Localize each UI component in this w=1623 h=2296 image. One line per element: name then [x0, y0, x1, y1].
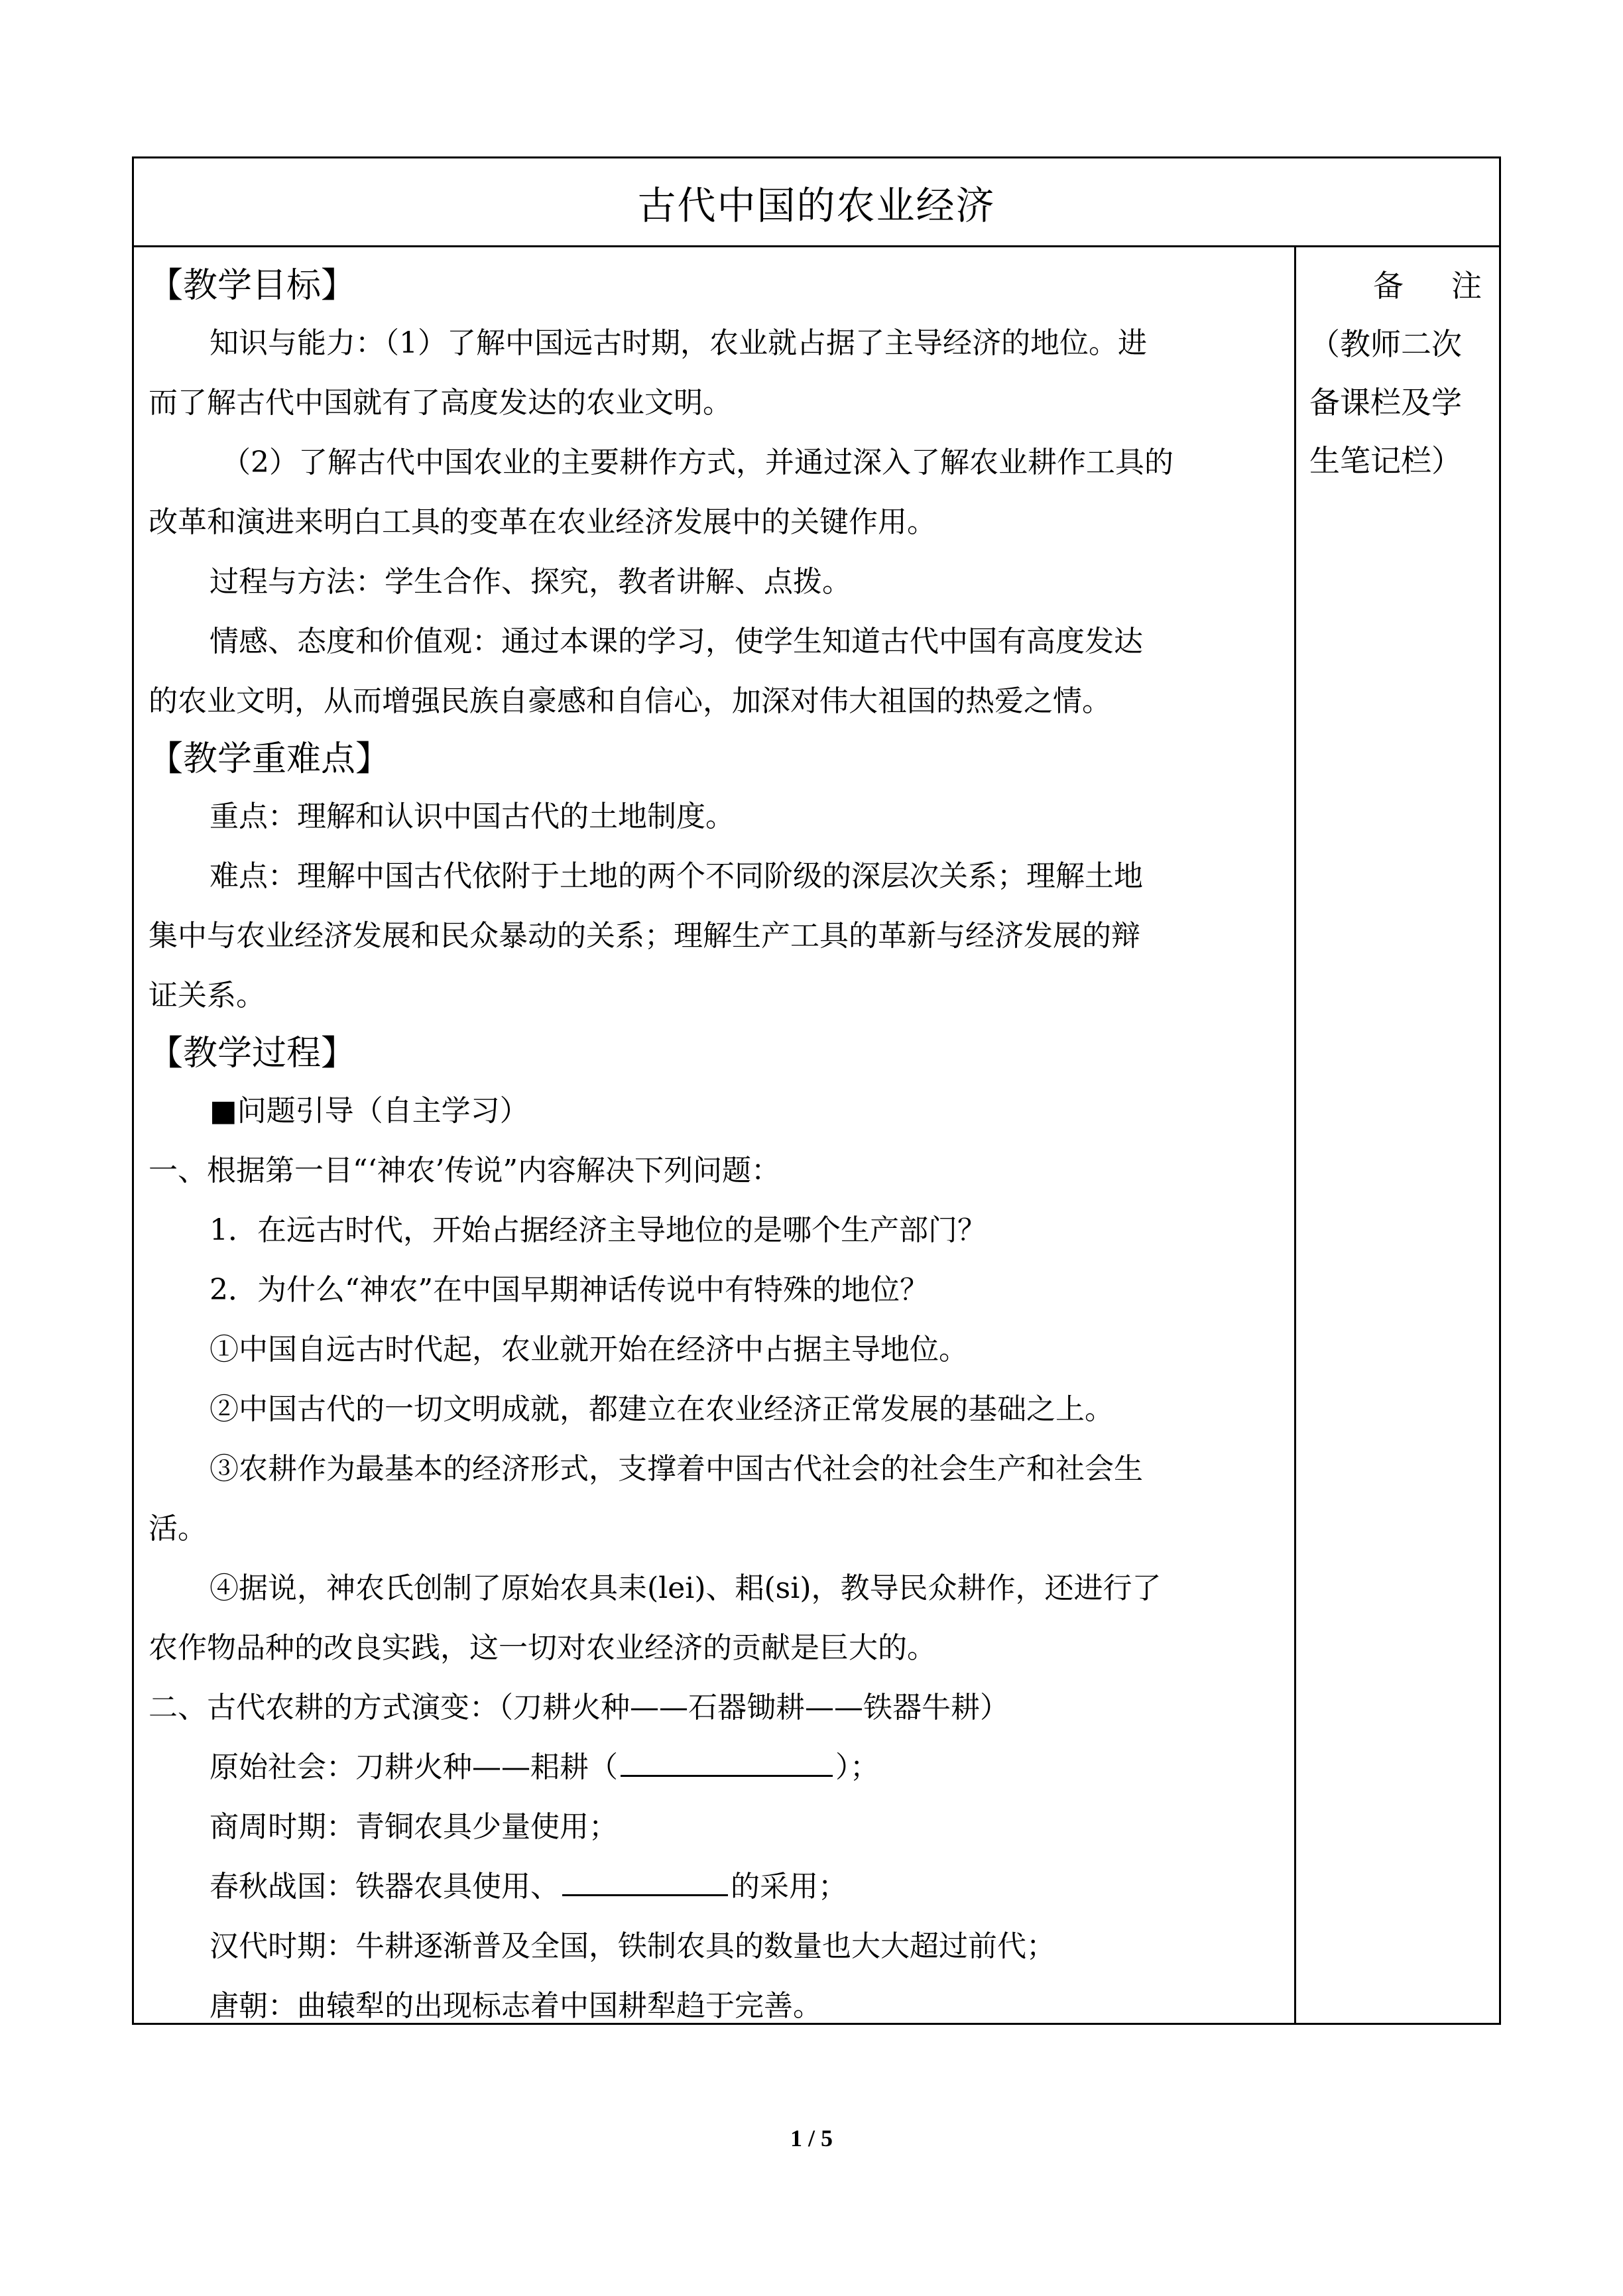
text-line: 知识与能力：（1）了解中国远古时期，农业就占据了主导经济的地位。进 — [210, 326, 1147, 360]
text-line: 唐朝：曲辕犁的出现标志着中国耕犁趋于完善。 — [210, 1989, 822, 2023]
notes-heading — [1309, 257, 1494, 315]
text-segment: ）； — [835, 1750, 879, 1784]
notes-line: （教师二次 — [1309, 326, 1462, 362]
text-line: ④据说，神农氏创制了原始农具耒(lei)、耜(si)，教导民众耕作，还进行了 — [210, 1571, 1162, 1605]
text-line: 1．在远古时代，开始占据经济主导地位的是哪个生产部门？ — [210, 1213, 987, 1247]
notes-line: 生笔记栏） — [1309, 443, 1462, 479]
notes-column — [1296, 247, 1499, 2023]
notes-line: 备课栏及学 — [1309, 385, 1462, 420]
notes-heading-char: 注 — [1451, 268, 1482, 304]
fill-in-line — [149, 1738, 1280, 1797]
text-line: ■问题引导（自主学习） — [210, 1094, 529, 1128]
text-line: 集中与农业经济发展和民众暴动的关系；理解生产工具的革新与经济发展的辩 — [149, 919, 1140, 953]
text-line: 农作物品种的改良实践，这一切对农业经济的贡献是巨大的。 — [149, 1631, 936, 1665]
fill-in-line — [149, 1857, 1280, 1917]
text-segment: 原始社会：刀耕火种——耜耕（ — [210, 1750, 618, 1784]
text-segment: 的采用； — [731, 1870, 847, 1903]
answer-blank[interactable] — [621, 1744, 833, 1777]
section-heading-process: 【教学过程】 — [149, 1034, 356, 1073]
text-line: 情感、态度和价值观：通过本课的学习，使学生知道古代中国有高度发达 — [210, 625, 1143, 658]
text-line: ①中国自远古时代起，农业就开始在经济中占据主导地位。 — [210, 1333, 968, 1366]
text-line: （2）了解古代中国农业的主要耕作方式，并通过深入了解农业耕作工具的 — [221, 446, 1173, 479]
lesson-content — [134, 247, 1296, 2023]
notes-heading-char: 备 — [1373, 268, 1404, 304]
lesson-table — [132, 156, 1501, 2025]
text-line: 汉代时期：牛耕逐渐普及全国，铁制农具的数量也大大超过前代； — [210, 1929, 1055, 1963]
text-line: 难点：理解中国古代依附于土地的两个不同阶级的深层次关系；理解土地 — [210, 859, 1143, 893]
answer-blank[interactable] — [562, 1864, 728, 1896]
page-number: 1 / 5 — [790, 2125, 833, 2151]
text-segment: 春秋战国：铁器农具使用、 — [210, 1870, 560, 1903]
text-line: 的农业文明，从而增强民族自豪感和自信心，加深对伟大祖国的热爱之情。 — [149, 684, 1111, 718]
text-line: ③农耕作为最基本的经济形式，支撑着中国古代社会的社会生产和社会生 — [210, 1452, 1143, 1486]
text-line: 证关系。 — [149, 979, 265, 1012]
section-heading-goals: 【教学目标】 — [149, 266, 356, 306]
lesson-title: 古代中国的农业经济 — [134, 158, 1499, 247]
text-line: 重点：理解和认识中国古代的土地制度。 — [210, 800, 735, 833]
text-line: ②中国古代的一切文明成就，都建立在农业经济正常发展的基础之上。 — [210, 1392, 1114, 1426]
text-line: 改革和演进来明白工具的变革在农业经济发展中的关键作用。 — [149, 505, 936, 539]
text-line: 过程与方法：学生合作、探究，教者讲解、点拨。 — [210, 565, 851, 599]
text-line: 一、根据第一目“‘神农’传说”内容解决下列问题： — [149, 1154, 780, 1187]
text-line: 而了解古代中国就有了高度发达的农业文明。 — [149, 386, 732, 420]
text-line: 活。 — [149, 1512, 207, 1545]
text-line: 2．为什么“神农”在中国早期神话传说中有特殊的地位？ — [210, 1273, 929, 1307]
section-heading-keypoints: 【教学重难点】 — [149, 739, 391, 779]
text-line: 商周时期：青铜农具少量使用； — [210, 1810, 618, 1844]
text-line: 二、古代农耕的方式演变：（刀耕火种——石器锄耕——铁器牛耕） — [149, 1691, 1009, 1724]
